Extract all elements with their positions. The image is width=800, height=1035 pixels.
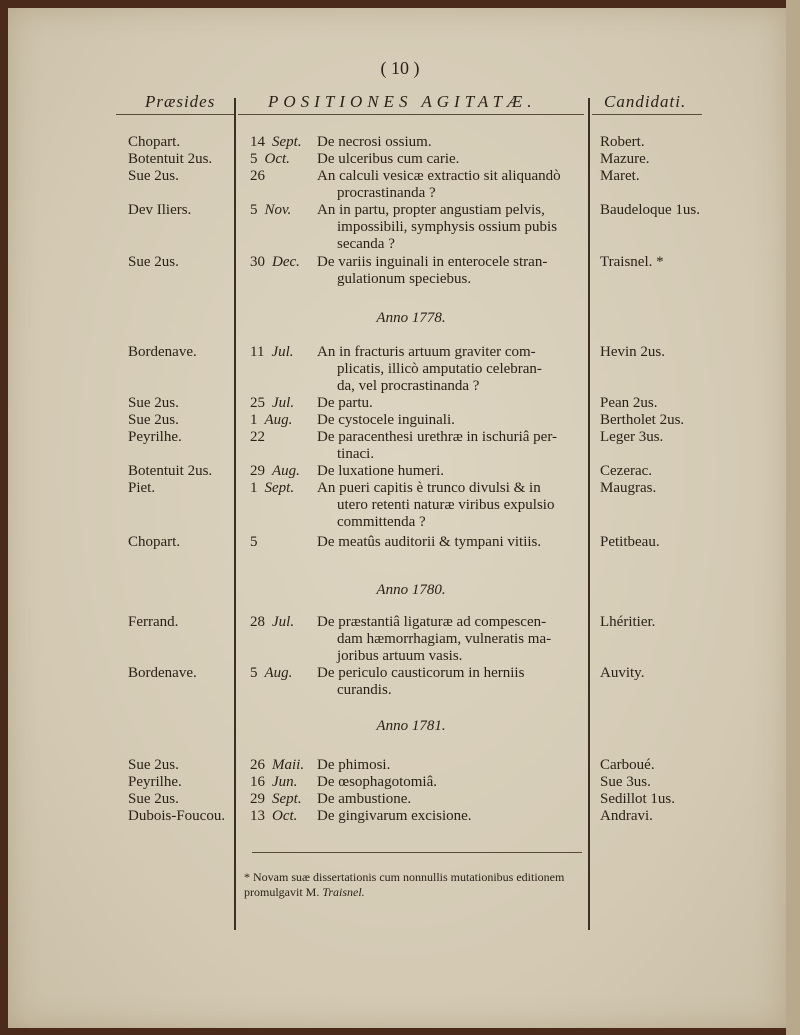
positio-line: De meatûs auditorii & tympani vitiis. xyxy=(317,534,542,550)
date-day: 5 xyxy=(250,534,258,550)
candidatus-name: Sue 3us. xyxy=(600,774,651,790)
date-month: Nov. xyxy=(264,202,292,218)
positio-text xyxy=(317,791,582,808)
positio-text xyxy=(317,168,582,202)
praeses-name: Piet. xyxy=(128,480,156,496)
candidatus-name: Traisnel. * xyxy=(600,254,664,270)
candidatus-name: Baudeloque 1us. xyxy=(600,202,700,218)
date xyxy=(250,757,304,774)
candidatus-name: Lhéritier. xyxy=(600,614,656,630)
date xyxy=(250,134,302,151)
date xyxy=(250,480,294,497)
positio-text xyxy=(317,463,582,480)
candidatus-name: Pean 2us. xyxy=(600,395,658,411)
header-rule xyxy=(238,114,584,115)
positio-line: De præstantiâ ligaturæ ad compescen- xyxy=(317,614,547,630)
year-heading: Anno 1778. xyxy=(376,310,446,326)
candidatus-name: Carboué. xyxy=(600,757,655,773)
date xyxy=(250,254,300,271)
praeses-name: Sue 2us. xyxy=(128,168,179,184)
positio-line: De variis inguinali in enterocele stran- xyxy=(317,254,548,270)
date-day: 29 xyxy=(250,791,265,807)
date-day: 28 xyxy=(250,614,265,630)
positio-line: De gingivarum excisione. xyxy=(317,808,472,824)
date-day: 5 xyxy=(250,665,258,681)
header-positiones: POSITIONES AGITATÆ. xyxy=(268,92,537,111)
date-month: Sept. xyxy=(272,791,302,807)
date-month: Sept. xyxy=(272,134,302,150)
positio-line: An pueri capitis è trunco divulsi & in xyxy=(317,480,541,496)
date-day: 11 xyxy=(250,344,265,360)
date-month: Oct. xyxy=(272,808,298,824)
date-month: Jul. xyxy=(271,344,294,360)
positio-continuation: secanda ? xyxy=(337,236,395,252)
praeses-name: Sue 2us. xyxy=(128,791,179,807)
date-month: Jul. xyxy=(272,395,295,411)
praeses-name: Sue 2us. xyxy=(128,395,179,411)
date-month: Aug. xyxy=(272,463,300,479)
positio-line: An in partu, propter angustiam pelvis, xyxy=(317,202,545,218)
positio-line: An in fracturis artuum graviter com- xyxy=(317,344,536,360)
candidatus-name: Mazure. xyxy=(600,151,650,167)
date-day: 1 xyxy=(250,480,258,496)
date-month: Oct. xyxy=(264,151,290,167)
positio-continuation: procrastinanda ? xyxy=(337,185,436,201)
date xyxy=(250,534,265,551)
date-day: 26 xyxy=(250,168,265,184)
positio-continuation: curandis. xyxy=(337,682,392,698)
date-month: Dec. xyxy=(272,254,300,270)
page-edge xyxy=(786,0,800,1035)
praeses-name: Chopart. xyxy=(128,134,181,150)
date-month: Maii. xyxy=(272,757,305,773)
praeses-name: Peyrilhe. xyxy=(128,774,182,790)
candidatus-name: Leger 3us. xyxy=(600,429,664,445)
positio-text xyxy=(317,254,582,288)
date xyxy=(250,168,272,185)
date-day: 14 xyxy=(250,134,265,150)
positio-text xyxy=(317,202,582,253)
positio-line: De partu. xyxy=(317,395,373,411)
date-month: Aug. xyxy=(264,412,293,428)
positio-continuation: utero retenti naturæ viribus expulsio xyxy=(337,497,555,513)
praeses-name: Botentuit 2us. xyxy=(128,151,213,167)
praeses-name: Peyrilhe. xyxy=(128,429,182,445)
date-day: 5 xyxy=(250,202,258,218)
candidatus-name: Maugras. xyxy=(600,480,657,496)
positio-text xyxy=(317,395,582,412)
date xyxy=(250,808,297,825)
positio-text xyxy=(317,808,582,825)
candidatus-name: Auvity. xyxy=(600,665,645,681)
positio-text xyxy=(317,665,582,699)
praeses-name: Dev Iliers. xyxy=(128,202,192,218)
candidatus-name: Bertholet 2us. xyxy=(600,412,685,428)
date-day: 26 xyxy=(250,757,265,773)
year-heading: Anno 1781. xyxy=(376,718,446,734)
positio-text xyxy=(317,534,582,551)
positio-text xyxy=(317,614,582,665)
date xyxy=(250,151,290,168)
positio-line: De ulceribus cum carie. xyxy=(317,151,460,167)
date xyxy=(250,791,302,808)
date-month: Jul. xyxy=(272,614,295,630)
date xyxy=(250,429,272,446)
date xyxy=(250,614,294,631)
positio-line: De paracenthesi urethræ in ischuriâ per- xyxy=(317,429,558,445)
footnote-text: * Novam suæ dissertationis cum nonnullis mutationibus editionem promulgavit M. xyxy=(244,870,565,899)
date xyxy=(250,344,294,361)
praeses-name: Sue 2us. xyxy=(128,254,179,270)
header-candidati: Candidati. xyxy=(604,92,687,111)
date xyxy=(250,665,292,682)
page-number: ( 10 ) xyxy=(380,58,420,78)
positio-line: De ambustione. xyxy=(317,791,412,807)
positio-continuation: gulationum speciebus. xyxy=(337,271,472,287)
date xyxy=(250,774,297,791)
praeses-name: Dubois-Foucou. xyxy=(128,808,226,824)
candidatus-name: Andravi. xyxy=(600,808,653,824)
date xyxy=(250,463,300,480)
positio-text xyxy=(317,480,582,531)
positio-line: De luxatione humeri. xyxy=(317,463,445,479)
date-day: 5 xyxy=(250,151,258,167)
positio-continuation: impossibili, symphysis ossium pubis xyxy=(337,219,558,235)
candidatus-name: Hevin 2us. xyxy=(600,344,665,360)
positio-continuation: committenda ? xyxy=(337,514,426,530)
positio-text xyxy=(317,151,582,168)
date-day: 22 xyxy=(250,429,265,445)
positio-text xyxy=(317,757,582,774)
candidatus-name: Robert. xyxy=(600,134,645,150)
footnote-name: Traisnel. xyxy=(322,885,365,899)
date-day: 29 xyxy=(250,463,265,479)
date-day: 30 xyxy=(250,254,265,270)
date-day: 16 xyxy=(250,774,265,790)
date-month: Jun. xyxy=(272,774,298,790)
positio-continuation: da, vel procrastinanda ? xyxy=(337,378,480,394)
positio-line: De periculo causticorum in herniis xyxy=(317,665,525,681)
candidatus-name: Maret. xyxy=(600,168,640,184)
column-rule-left xyxy=(234,98,236,930)
positio-continuation: dam hæmorrhagiam, vulneratis ma- xyxy=(337,631,552,647)
praeses-name: Botentuit 2us. xyxy=(128,463,213,479)
header-praesides: Præsides xyxy=(145,92,216,111)
positio-text xyxy=(317,412,582,429)
date-month: Aug. xyxy=(264,665,293,681)
positio-continuation: joribus artuum vasis. xyxy=(337,648,463,664)
praeses-name: Bordenave. xyxy=(128,665,197,681)
positio-continuation: plicatis, illicò amputatio celebran- xyxy=(337,361,542,377)
footnote xyxy=(244,870,584,900)
candidatus-name: Cezerac. xyxy=(600,463,653,479)
positio-line: De cystocele inguinali. xyxy=(317,412,455,428)
candidatus-name: Petitbeau. xyxy=(600,534,660,550)
header-rule xyxy=(592,114,702,115)
footnote-rule xyxy=(252,852,582,853)
date xyxy=(250,202,291,219)
date-day: 13 xyxy=(250,808,265,824)
positio-text xyxy=(317,429,582,463)
positio-line: De œsophagotomiâ. xyxy=(317,774,437,790)
praeses-name: Bordenave. xyxy=(128,344,197,360)
date xyxy=(250,395,294,412)
positio-line: De phimosi. xyxy=(317,757,391,773)
date-day: 25 xyxy=(250,395,265,411)
header-rule xyxy=(116,114,236,115)
candidatus-name: Sedillot 1us. xyxy=(600,791,676,807)
praeses-name: Ferrand. xyxy=(128,614,179,630)
positio-line: De necrosi ossium. xyxy=(317,134,432,150)
positio-text xyxy=(317,134,582,151)
praeses-name: Sue 2us. xyxy=(128,412,179,428)
positio-continuation: tinaci. xyxy=(337,446,375,462)
positio-text xyxy=(317,774,582,791)
year-heading: Anno 1780. xyxy=(376,582,446,598)
praeses-name: Sue 2us. xyxy=(128,757,179,773)
date-month: Sept. xyxy=(264,480,295,496)
column-rule-right xyxy=(588,98,590,930)
praeses-name: Chopart. xyxy=(128,534,181,550)
date-day: 1 xyxy=(250,412,258,428)
date xyxy=(250,412,292,429)
positio-line: An calculi vesicæ extractio sit aliquandò xyxy=(317,168,561,184)
positio-text xyxy=(317,344,582,395)
